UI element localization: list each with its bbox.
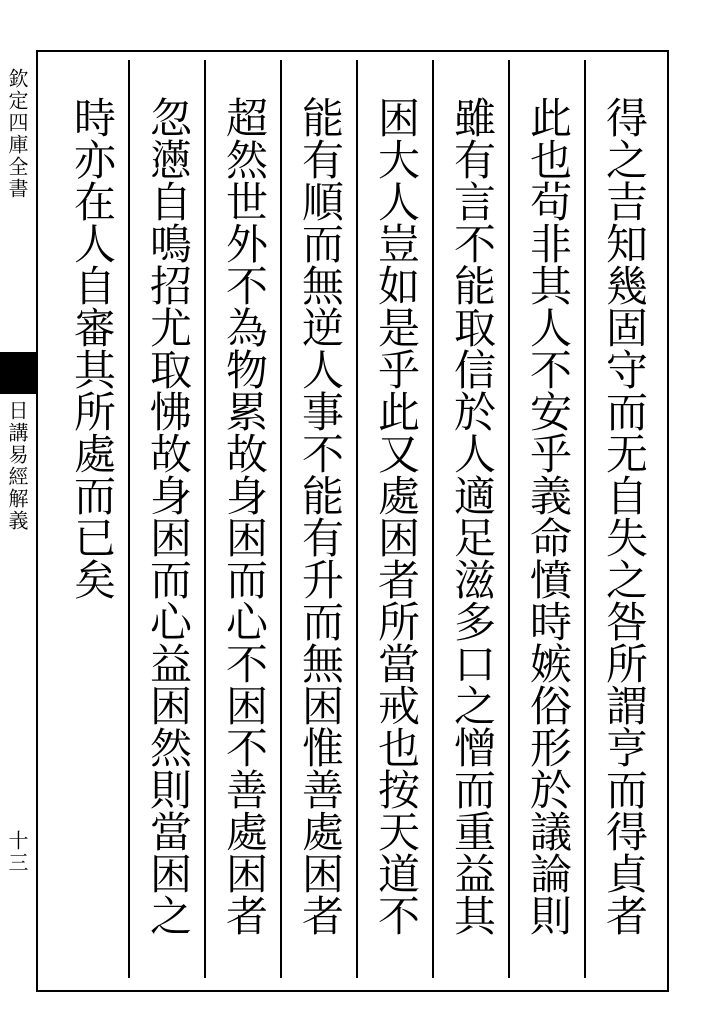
text-column-1: 得之吉知幾固守而无自失之咎所謂亨而得貞者	[600, 96, 649, 936]
text-column-4: 困大人豈如是乎此又處困者所當戒也按天道不	[372, 96, 421, 936]
volume-title: 日講易經解義	[5, 400, 29, 532]
book-title: 欽定四庫全書	[5, 68, 29, 200]
text-column-3: 雖有言不能取信於人適足滋多口之憎而重益其	[448, 96, 497, 936]
fishtail-mark	[0, 352, 36, 394]
text-column-7: 忽懣自鳴招尤取怫故身困而心益困然則當困之	[144, 96, 193, 936]
margin-column	[0, 60, 38, 978]
text-column-2: 此也茍非其人不安乎義命憤時嫉俗形於議論則	[524, 96, 573, 936]
page-number: 十三	[5, 830, 29, 874]
text-column-6: 超然世外不為物累故身困而心不困不善處困者	[220, 96, 269, 936]
text-column-8: 時亦在人自審其所處而已矣	[68, 96, 117, 600]
text-column-5: 能有順而無逆人事不能有升而無困惟善處困者	[296, 96, 345, 936]
